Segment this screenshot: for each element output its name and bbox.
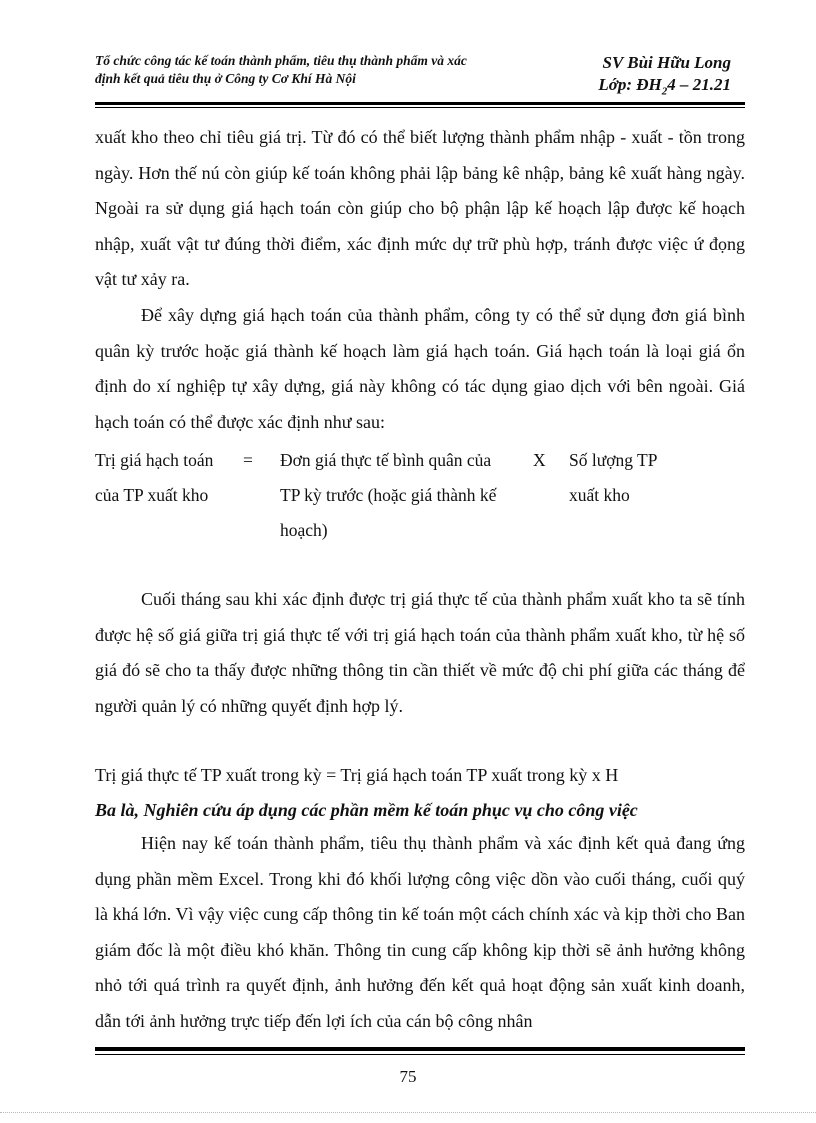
document-title [95, 52, 555, 88]
formula-lhs [95, 443, 213, 513]
paragraph-2: Để xây dựng giá hạch toán của thành phẩm, công ty có thể sử dụng đơn giá bình quân kỳ trước hoặc giá thành kế hoạch làm giá hạch toán. Giá hạch toán là loại giá ổn định do xí nghiệp tự xây dựng, giá này không có tác dụng giao dịch với bên ngoài. Giá hạch toán có thể được xác định như sau: [95, 304, 745, 432]
class-suffix: 4 – 21.21 [667, 75, 731, 94]
paragraph-1: xuất kho theo chỉ tiêu giá trị. Từ đó có thể biết lượng thành phẩm nhập - xuất - tồn trong ngày. Hơn thế nú còn giúp kế toán không phải lập bảng kê nhập, bảng kê xuất hàng ngày. Ngoài ra sử dụng giá hạch toán còn giúp cho bộ phận lập kế hoạch lập được kế hoạch nhập, xuất vật tư đúng thời điểm, xác định mức dự trữ phù hợp, tránh được việc ứ đọng vật tư xảy ra. [95, 127, 745, 290]
page-bottom-border [0, 1112, 816, 1113]
header-rule-thick [95, 102, 745, 105]
section-heading: Ba là, Nghiên cứu áp dụng các phần mềm kế toán phục vụ cho công việc [95, 800, 638, 820]
formula-mid-line2: TP kỳ trước (hoặc giá thành kế [280, 485, 497, 505]
document-title-line2: định kết quả tiêu thụ ở Công ty Cơ Khí Hà Nội [95, 71, 356, 86]
class-subscript: 2 [661, 85, 668, 98]
formula-mid-line3: hoạch) [280, 520, 328, 540]
formula-mid-line1: Đơn giá thực tế bình quân của [280, 450, 492, 470]
document-title-line1: Tổ chức công tác kế toán thành phẩm, tiêu thụ thành phẩm và xác [95, 53, 467, 68]
formula-rhs-line2: xuất kho [569, 485, 630, 505]
formula-equals: = [243, 450, 253, 470]
header-rule-thin [95, 107, 745, 108]
formula-rhs [569, 443, 657, 513]
class-prefix: Lớp: ĐH [598, 75, 662, 94]
formula-rhs-line1: Số lượng TP [569, 450, 658, 470]
formula-lhs-line1: Trị giá hạch toán [95, 450, 214, 470]
formula-lhs-line2: của TP xuất kho [95, 485, 209, 505]
body-block-1 [95, 120, 745, 440]
footer-rule-thin [95, 1054, 745, 1055]
paragraph-4: Hiện nay kế toán thành phẩm, tiêu thụ thành phẩm và xác định kết quả đang ứng dụng phần mềm Excel. Trong khi đó khối lượng công việc dồn vào cuối tháng, cuối quý là khá lớn. Vì vậy việc cung cấp thông tin kế toán một cách chính xác và kịp thời cho Ban giám đốc là một điều khó khăn. Thông tin cung cấp không kịp thời sẽ ảnh hưởng không nhỏ tới quá trình ra quyết định, ảnh hưởng đến kết quả hoạt động sản xuất kinh doanh, dẫn tới ảnh hưởng trực tiếp đến lợi ích của cán bộ công nhân [95, 833, 745, 1031]
footer-rule-thick [95, 1047, 745, 1051]
body-block-2 [95, 582, 745, 724]
paragraph-3: Cuối tháng sau khi xác định được trị giá thực tế của thành phẩm xuất kho ta sẽ tính được hệ số giá giữa trị giá thực tế với trị giá hạch toán của thành phẩm xuất kho, từ hệ số giá đó sẽ cho ta thấy được những thông tin cần thiết về mức độ chi phí giữa các tháng để người quản lý có những quyết định hợp lý. [95, 589, 745, 716]
body-block-3 [95, 826, 745, 1040]
author-name: SV Bùi Hữu Long [602, 53, 731, 72]
formula-mid [280, 443, 530, 548]
class-code [598, 74, 731, 102]
page-header [95, 52, 745, 100]
formula-2: Trị giá thực tế TP xuất trong kỳ = Trị giá hạch toán TP xuất trong kỳ x H [95, 765, 619, 785]
formula-times: X [533, 450, 546, 470]
page-number: 75 [399, 1067, 417, 1086]
author-info [598, 52, 731, 102]
formula-block [95, 443, 745, 543]
